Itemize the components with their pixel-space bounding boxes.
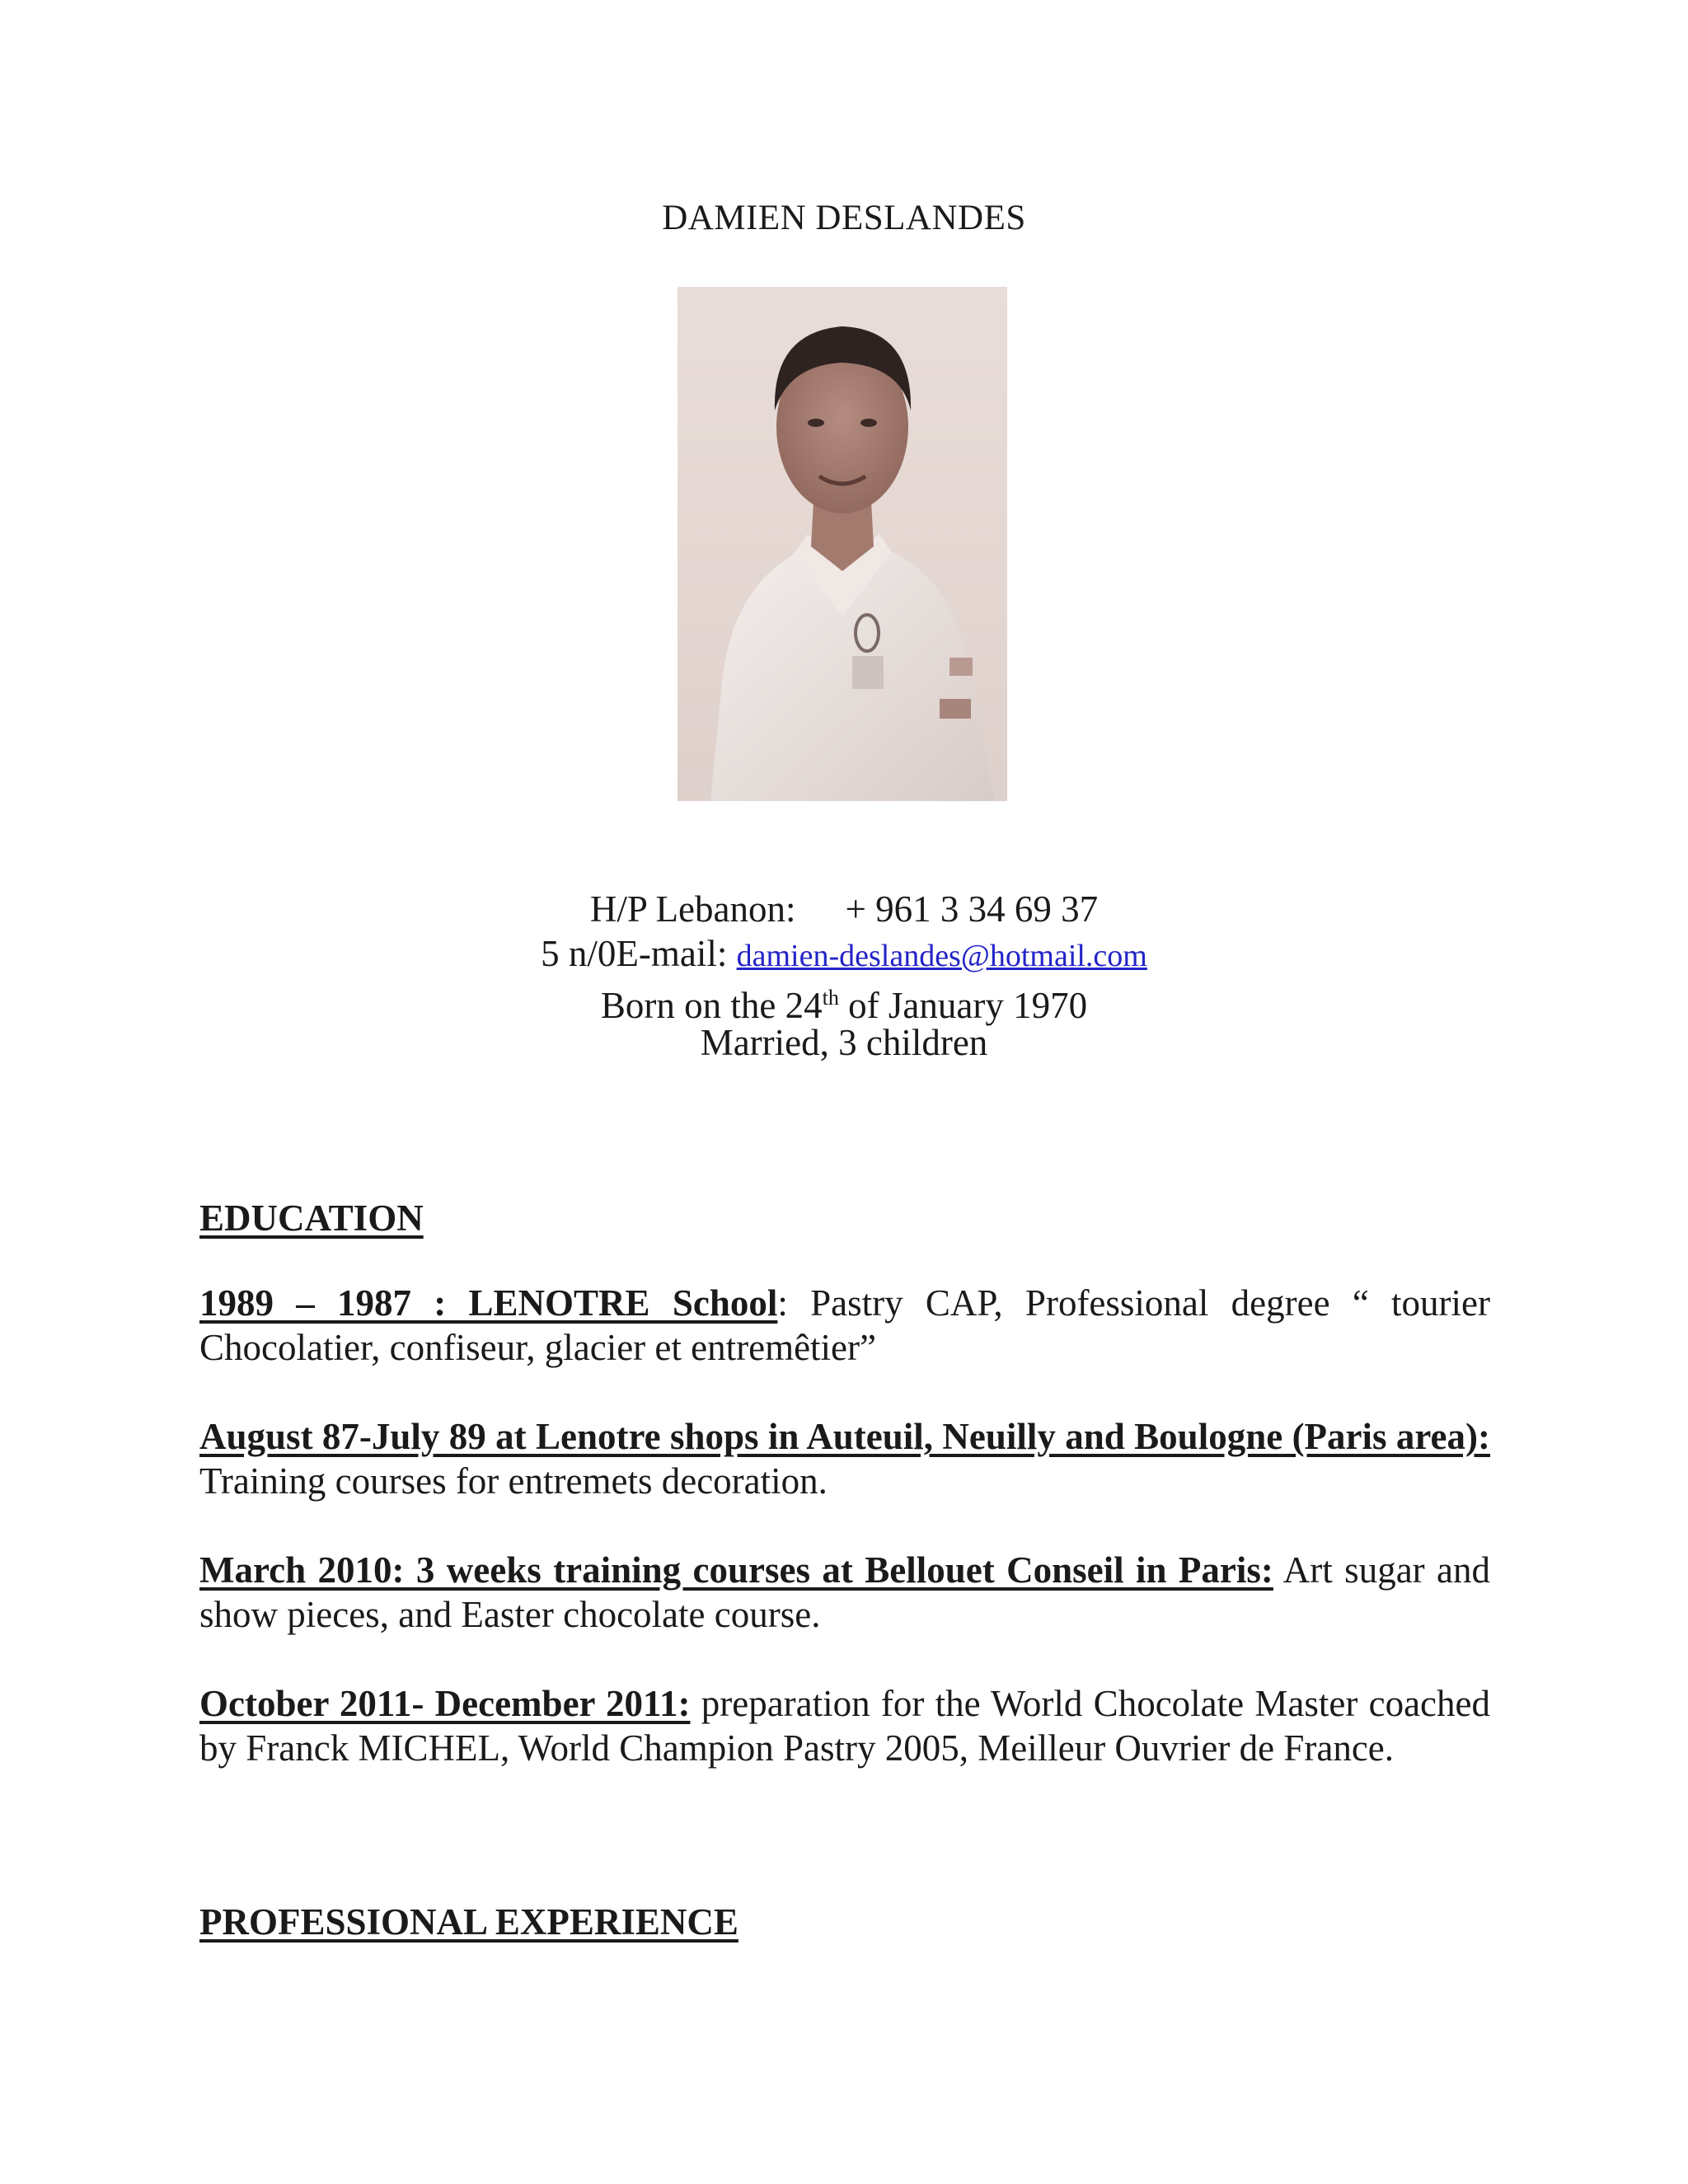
- education-entry-text: : Pastry CAP, Professional degree “ tourier Chocolatier, confiseur, glacier et entremêtier”: [199, 1282, 1490, 1368]
- birth-suffix: of January 1970: [838, 985, 1088, 1026]
- education-entry-4: [199, 1681, 1490, 1770]
- cv-name-title: DAMIEN DESLANDES: [662, 199, 1026, 237]
- contact-email-line: [0, 931, 1688, 978]
- family-status: Married, 3 children: [700, 1022, 988, 1063]
- education-entry-2: [199, 1414, 1490, 1503]
- education-entry-text: preparation for the World Chocolate Master coached by Franck MICHEL, World Champion Pastry 2005, Meilleur Ouvrier de France.: [199, 1683, 1490, 1769]
- education-entry-lead: 1989 – 1987 : LENOTRE School: [199, 1282, 778, 1324]
- portrait-photo: [678, 287, 1007, 801]
- education-entry-lead: October 2011- December 2011:: [199, 1683, 691, 1724]
- education-heading: EDUCATION: [199, 1197, 424, 1239]
- education-entry-text: Art sugar and show pieces, and Easter chocolate course.: [199, 1549, 1491, 1635]
- education-entry-text: Training courses for entremets decoration.: [199, 1460, 828, 1502]
- birth-ordinal: th: [822, 986, 839, 1010]
- experience-heading: PROFESSIONAL EXPERIENCE: [199, 1901, 738, 1943]
- phone-number: + 961 3 34 69 37: [845, 888, 1099, 930]
- birth-prefix: Born on the 24: [600, 985, 823, 1026]
- education-entry-lead: March 2010: 3 weeks training courses at Bellouet Conseil in Paris:: [199, 1549, 1273, 1591]
- education-entry-3: [199, 1548, 1490, 1637]
- phone-label: H/P Lebanon:: [589, 888, 796, 930]
- email-link[interactable]: damien-deslandes@hotmail.com: [736, 939, 1147, 973]
- education-entry-1: [199, 1281, 1490, 1370]
- email-label: 5 n/0E-mail:: [541, 933, 728, 974]
- contact-phone-line: [0, 887, 1688, 931]
- portrait-icon: [678, 287, 1007, 801]
- education-entry-lead: August 87-July 89 at Lenotre shops in Auteuil, Neuilly and Boulogne (Paris area):: [199, 1416, 1490, 1457]
